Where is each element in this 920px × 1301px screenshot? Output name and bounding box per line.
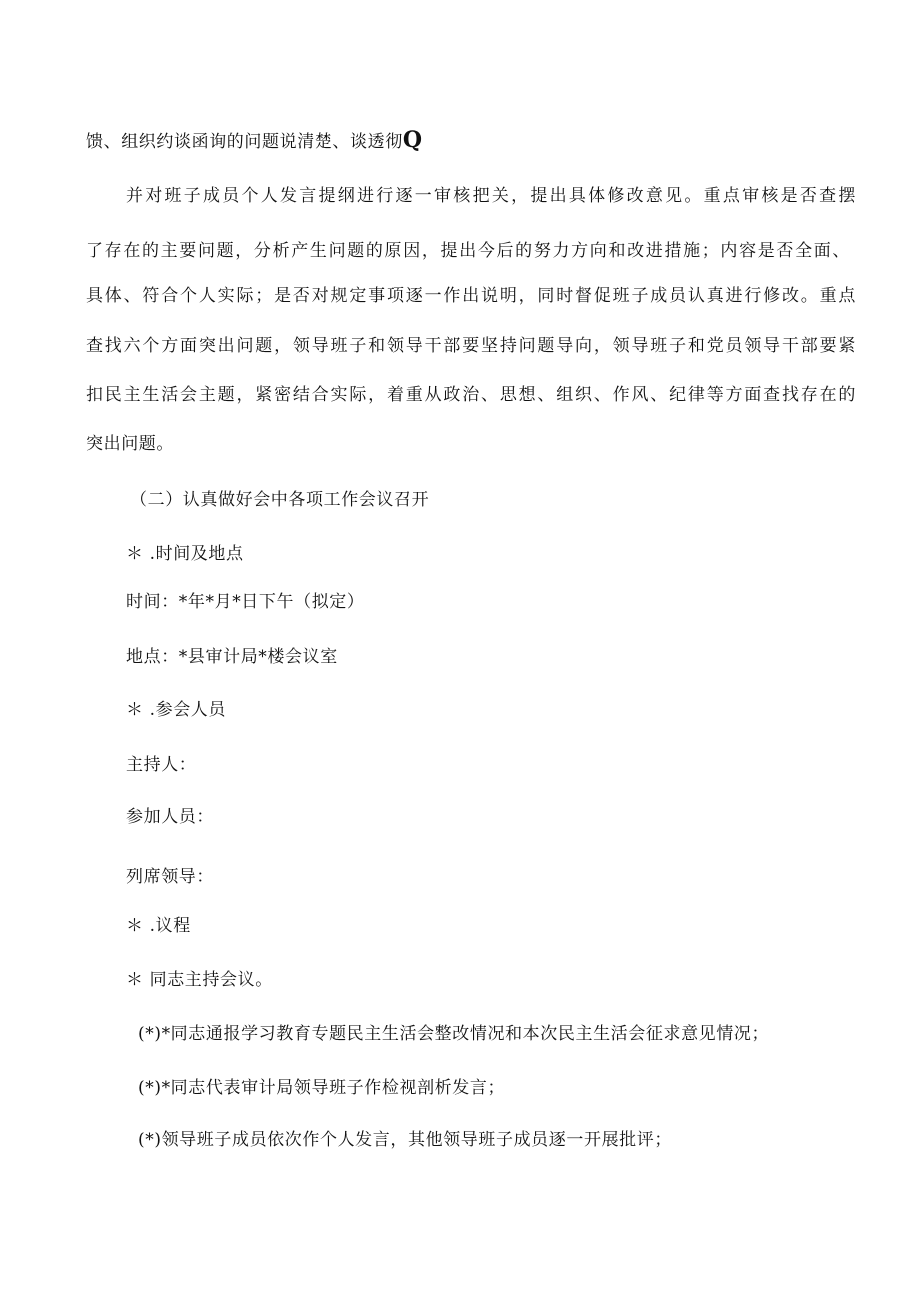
paragraph-line-5: 扣民主生活会主题，紧密结合实际，着重从政治、思想、组织、作风、纪律等方面查找存在的 bbox=[86, 385, 856, 405]
meeting-time: 时间：*年*月*日下午（拟定） bbox=[126, 592, 365, 612]
subsection-time-place: ＊ .时间及地点 bbox=[126, 544, 244, 564]
paragraph-line-2: 了存在的主要问题，分析产生问题的原因，提出今后的努力方向和改进措施；内容是否全面、 bbox=[86, 241, 850, 261]
agenda-item-3: (*)领导班子成员依次作个人发言，其他领导班子成员逐一开展批评； bbox=[138, 1130, 672, 1150]
section-heading: （二）认真做好会中各项工作会议召开 bbox=[130, 490, 430, 510]
paragraph-line-4: 查找六个方面突出问题，领导班子和领导干部要坚持问题导向，领导班子和党员领导干部要紧 bbox=[86, 336, 856, 356]
meeting-guests: 列席领导： bbox=[126, 867, 214, 887]
agenda-item-2: (*)*同志代表审计局领导班子作检视剖析发言； bbox=[138, 1078, 506, 1098]
meeting-host: 主持人： bbox=[126, 755, 197, 775]
subsection-attendees: ＊ .参会人员 bbox=[126, 700, 227, 720]
subsection-agenda: ＊ .议程 bbox=[126, 916, 191, 936]
paragraph-line-3: 具体、符合个人实际；是否对规定事项逐一作出说明，同时督促班子成员认真进行修改。重点 bbox=[86, 286, 856, 306]
paragraph-continuation-text: 馈、组织约谈函询的问题说清楚、谈透彻 bbox=[86, 132, 403, 152]
meeting-place: 地点：*县审计局*楼会议室 bbox=[126, 647, 338, 667]
meeting-attendees: 参加人员： bbox=[126, 807, 214, 827]
agenda-item-host: ＊ 同志主持会议。 bbox=[126, 970, 273, 990]
agenda-item-1: (*)*同志通报学习教育专题民主生活会整改情况和本次民主生活会征求意见情况； bbox=[138, 1024, 770, 1044]
paragraph-continuation-tail: Q bbox=[402, 127, 422, 153]
paragraph-line-6: 突出问题。 bbox=[86, 434, 174, 454]
paragraph-line-1: 并对班子成员个人发言提纲进行逐一审核把关，提出具体修改意见。重点审核是否查摆 bbox=[126, 186, 856, 206]
paragraph-continuation bbox=[86, 128, 422, 154]
